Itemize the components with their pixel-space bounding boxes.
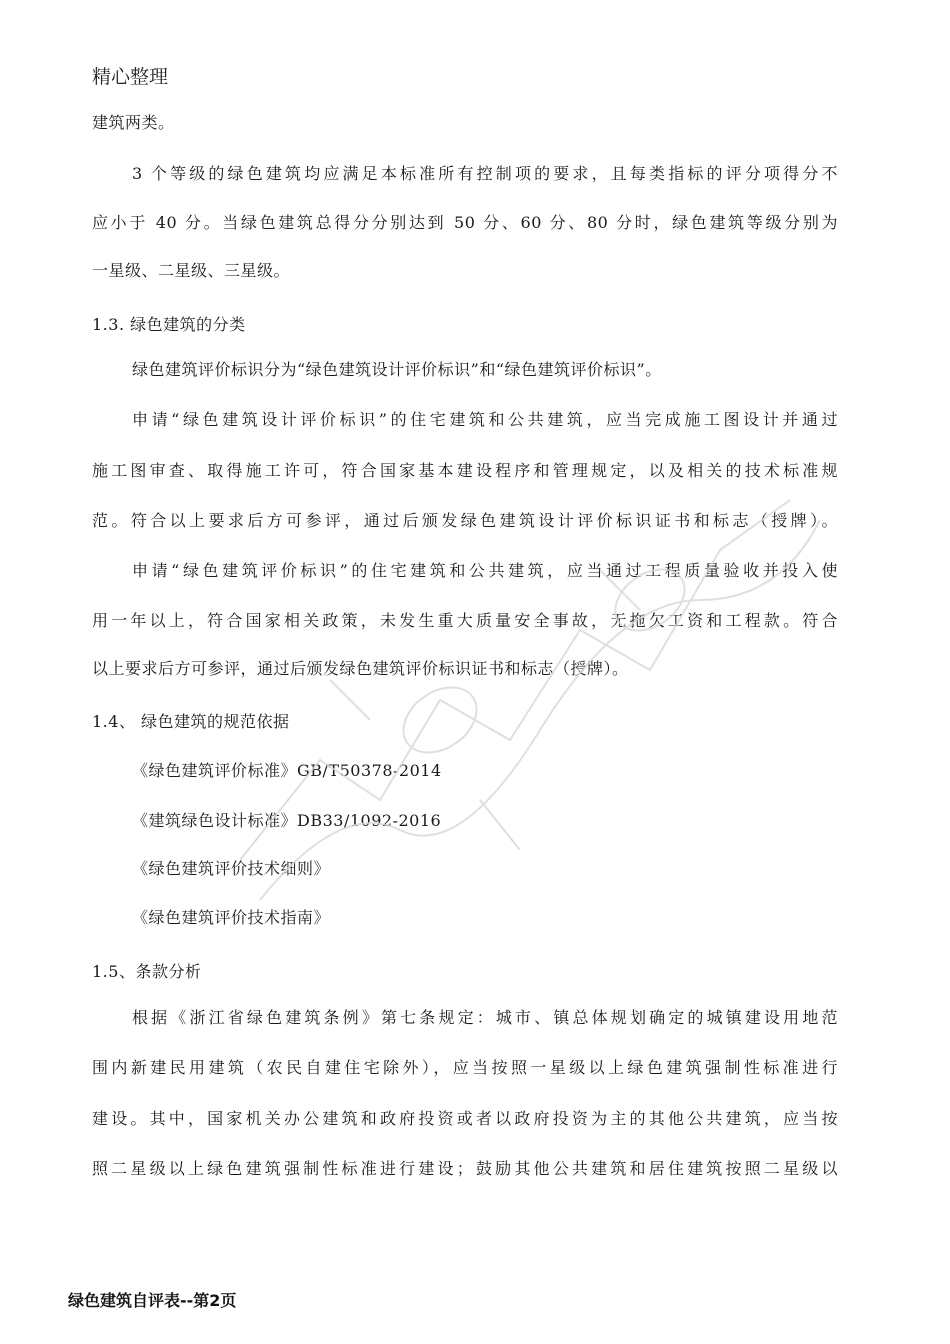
- body-line: 以上要求后方可参评，通过后颁发绿色建筑评价标识证书和标志（授牌）。: [92, 659, 629, 678]
- body-line: 建设。其中，国家机关办公建筑和政府投资或者以政府投资为主的其他公共建筑，应当按: [92, 1109, 838, 1128]
- body-line: 照二星级以上绿色建筑强制性标准进行建设；鼓励其他公共建筑和居住建筑按照二星级以: [92, 1159, 838, 1178]
- reference-item: 《绿色建筑评价技术指南》: [132, 908, 331, 927]
- body-line: 建筑两类。: [92, 113, 175, 132]
- reference-item: 《建筑绿色设计标准》DB33/1092-2016: [132, 811, 442, 830]
- body-line: 围内新建民用建筑（农民自建住宅除外），应当按照一星级以上绿色建筑强制性标准进行: [92, 1058, 838, 1077]
- reference-item: 《绿色建筑评价技术细则》: [132, 859, 331, 878]
- body-line: 根据《浙江省绿色建筑条例》第七条规定：城市、镇总体规划确定的城镇建设用地范: [132, 1008, 838, 1027]
- body-line: 3 个等级的绿色建筑均应满足本标准所有控制项的要求，且每类指标的评分项得分不: [132, 164, 838, 183]
- section-heading: 1.4、 绿色建筑的规范依据: [92, 712, 290, 731]
- body-line: 用一年以上，符合国家相关政策，未发生重大质量安全事故，无拖欠工资和工程款。符合: [92, 611, 838, 630]
- page-header: 精心整理: [92, 66, 169, 88]
- body-line: 绿色建筑评价标识分为“绿色建筑设计评价标识”和“绿色建筑评价标识”。: [132, 360, 662, 379]
- body-line: 范。符合以上要求后方可参评，通过后颁发绿色建筑设计评价标识证书和标志（授牌）。: [92, 511, 838, 530]
- body-line: 应小于 40 分。当绿色建筑总得分分别达到 50 分、60 分、80 分时，绿色建筑等级分别为: [92, 213, 838, 232]
- body-line: 申请“绿色建筑评价标识”的住宅建筑和公共建筑，应当通过工程质量验收并投入使: [132, 561, 838, 580]
- body-line: 申请“绿色建筑设计评价标识”的住宅建筑和公共建筑，应当完成施工图设计并通过: [132, 410, 838, 429]
- section-heading: 1.5、条款分析: [92, 962, 202, 981]
- reference-item: 《绿色建筑评价标准》GB/T50378-2014: [132, 761, 442, 780]
- body-line: 一星级、二星级、三星级。: [92, 261, 291, 280]
- section-heading: 1.3. 绿色建筑的分类: [92, 315, 246, 334]
- page-footer: 绿色建筑自评表--第2页: [68, 1291, 237, 1310]
- body-line: 施工图审查、取得施工许可，符合国家基本建设程序和管理规定，以及相关的技术标准规: [92, 461, 838, 480]
